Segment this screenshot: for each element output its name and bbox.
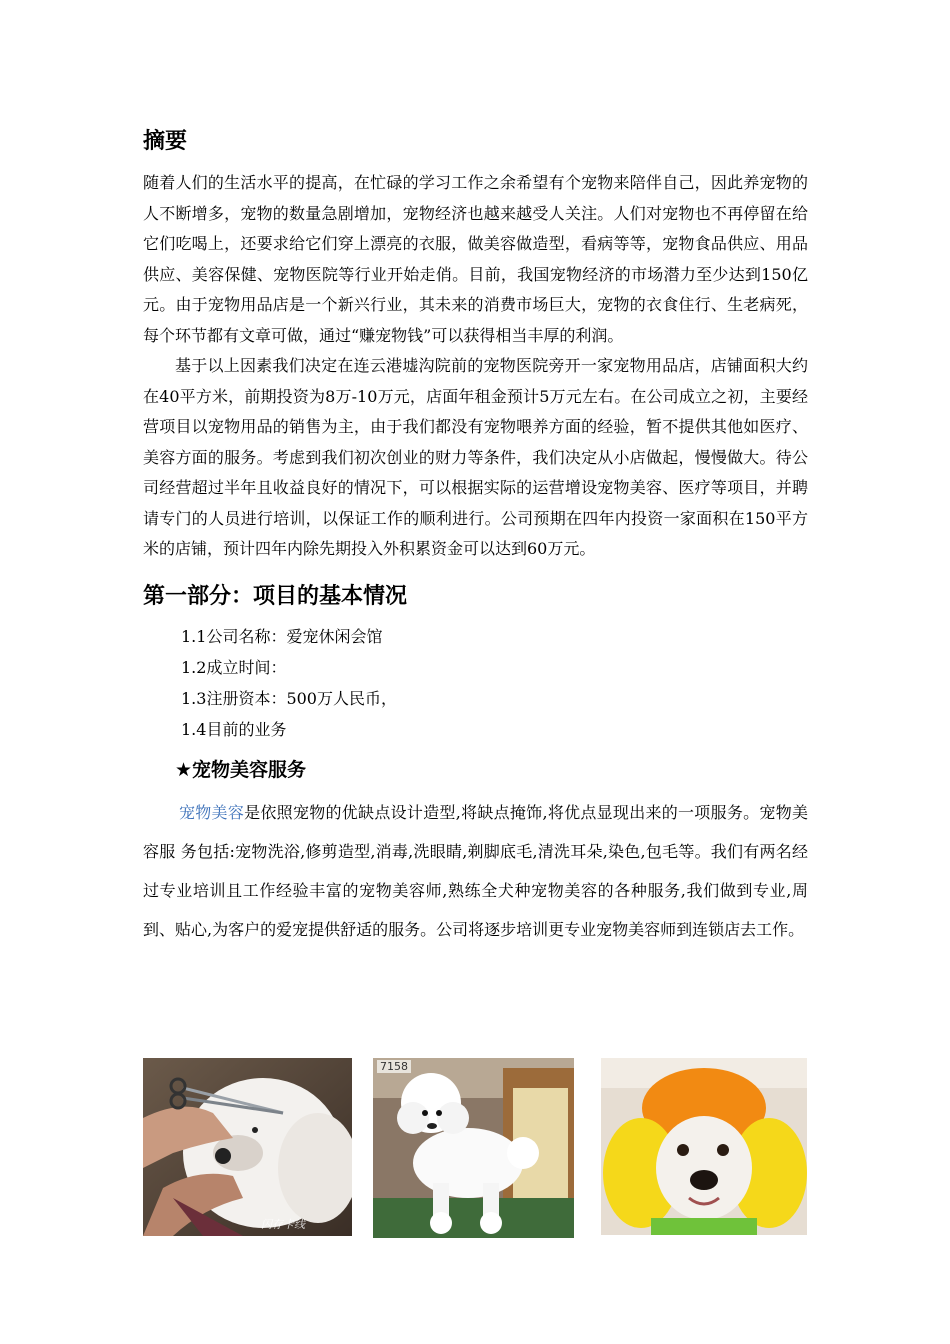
grooming-scissors-photo bbox=[143, 1058, 352, 1236]
abstract-paragraph-1: 随着人们的生活水平的提高，在忙碌的学习工作之余希望有个宠物来陪伴自己，因此养宠物的人不断增多，宠物的数量急剧增加，宠物经济也越来越受人关注。人们对宠物也不再停留在给它们吃喝上，还要求给它们穿上漂亮的衣服，做美容做造型，看病等等，宠物食品供应、用品供应、美容保健、宠物医院等行业开始走俏。目前，我国宠物经济的市场潜力至少达到150亿元。由于宠物用品店是一个新兴行业，其未来的消费市场巨大，宠物的衣食住行、生老病死，每个环节都有文章可做，通过“赚宠物钱”可以获得相当丰厚的利润。 bbox=[143, 173, 808, 345]
white-poodle-photo bbox=[373, 1058, 574, 1238]
service-paragraph bbox=[143, 793, 808, 949]
info-item-founded: 1.2成立时间： bbox=[181, 657, 287, 677]
basic-info-list bbox=[143, 621, 808, 745]
pet-grooming-link[interactable]: 宠物美容 bbox=[179, 802, 245, 822]
service-heading: ★宠物美容服务 bbox=[175, 758, 307, 781]
photo-row bbox=[143, 1058, 808, 1238]
service-text: 是依照宠物的优缺点设计造型,将缺点掩饰,将优点显现出来的一项服务。宠物美容服 务包括:宠物洗浴,修剪造型,消毒,洗眼睛,剃脚底毛,清洗耳朵,染色,包毛等。我们有两名经过专业培训且工作经验丰富的宠物美容师,熟练全犬种宠物美容的各种服务,我们做到专业,周到、贴心,为客户的爱宠提供舒适的服务。公司将逐步培训更专业宠物美容师到连锁店去工作。 bbox=[143, 802, 808, 939]
info-item-company-name: 1.1公司名称：爱宠休闲会馆 bbox=[181, 626, 383, 646]
photo-watermark: 闪存卡线 bbox=[261, 1218, 305, 1231]
info-item-business: 1.4目前的业务 bbox=[181, 719, 287, 739]
photo-sign: 7158 bbox=[377, 1060, 411, 1073]
part1-heading: 第一部分：项目的基本情况 bbox=[143, 583, 408, 609]
dyed-poodle-photo bbox=[601, 1058, 807, 1235]
info-item-capital: 1.3注册资本：500万人民币， bbox=[181, 688, 397, 708]
document-body bbox=[143, 122, 808, 949]
abstract-heading: 摘要 bbox=[143, 129, 188, 154]
abstract-paragraph-2: 基于以上因素我们决定在连云港墟沟院前的宠物医院旁开一家宠物用品店，店铺面积大约在40平方米，前期投资为8万-10万元，店面年租金预计5万元左右。在公司成立之初，主要经营项目以宠物用品的销售为主，由于我们都没有宠物喂养方面的经验，暂不提供其他如医疗、美容方面的服务。考虑到我们初次创业的财力等条件，我们决定从小店做起，慢慢做大。待公司经营超过半年且收益良好的情况下，可以根据实际的运营增设宠物美容、医疗等项目，并聘请专门的人员进行培训，以保证工作的顺利进行。公司预期在四年内投资一家面积在150平方米的店铺，预计四年内除先期投入外积累资金可以达到60万元。 bbox=[143, 356, 808, 558]
